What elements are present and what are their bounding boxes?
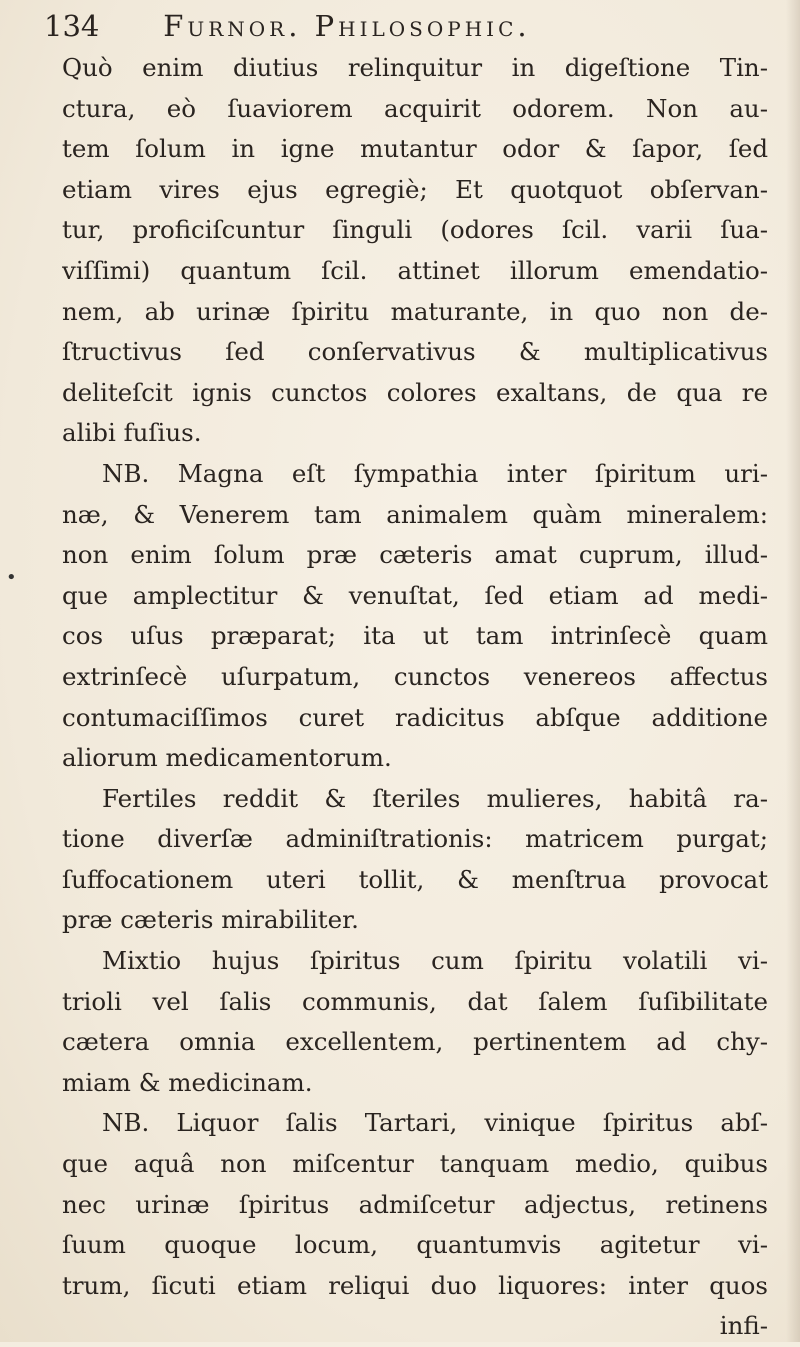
text-line: Quò enim diutius relinquitur in digeſtione Tin- xyxy=(62,53,768,82)
text-line: extrinſecè uſurpatum, cunctos venereos affectus xyxy=(62,661,768,691)
page-edge-shadow xyxy=(786,0,800,1342)
text-line: aliorum medicamentorum. xyxy=(62,743,392,773)
text-line: Fertiles reddit & ſteriles mulieres, habitâ ra- xyxy=(102,783,768,813)
text-line: præ cæteris mirabiliter. xyxy=(62,905,359,935)
text-line: NB. Liquor ſalis Tartari, vinique ſpiritus abſ- xyxy=(102,1108,768,1138)
text-line: miam & medicinam. xyxy=(62,1067,313,1097)
text-line: Mixtio hujus ſpiritus cum ſpiritu volatili vi- xyxy=(102,946,768,976)
body-text xyxy=(62,48,768,1347)
text-line: nec urinæ ſpiritus admiſcetur adjectus, retinens xyxy=(62,1189,768,1219)
running-head: Furnor. Philosophic. xyxy=(163,9,531,43)
text-line: næ, & Venerem tam animalem quàm mineralem: xyxy=(62,499,768,529)
text-line: alibi fuſius. xyxy=(62,418,202,448)
page-header xyxy=(44,6,744,46)
text-line: tione diverſæ adminiſtrationis: matricem purgat; xyxy=(62,824,768,854)
text-line: ſuum quoque locum, quantumvis agitetur vi- xyxy=(62,1230,768,1260)
text-line: tem ſolum in igne mutantur odor & ſapor, ſed xyxy=(62,134,768,164)
page-number: 134 xyxy=(44,9,100,43)
text-line: NB. Magna eſt ſympathia inter ſpiritum uri- xyxy=(102,458,768,488)
catchword: infi- xyxy=(719,1311,768,1341)
text-line: delitеſcit ignis cunctos colores exaltans, de qua re xyxy=(62,377,768,407)
text-line: cætera omnia excellentem, pertinentem ad chy- xyxy=(62,1027,768,1057)
text-line: contumaciſſimos curet radicitus abſque additione xyxy=(62,702,768,732)
text-line: ctura, eò ſuaviorem acquirit odorem. Non au- xyxy=(62,93,768,123)
text-line: que amplectitur & venuſtat, ſed etiam ad medi- xyxy=(62,580,768,610)
text-line: ſtructivus ſed conſervativus & multiplicativus xyxy=(62,337,768,367)
text-line: etiam vires ejus egregiè; Et quotquot obſervan- xyxy=(62,174,768,204)
text-line: nem, ab urinæ ſpiritu maturante, in quo non de- xyxy=(62,296,768,326)
text-line: que aquâ non miſcentur tanquam medio, quibus xyxy=(62,1149,768,1179)
text-line: viſſimi) quantum ſcil. attinet illorum emendatio- xyxy=(62,255,768,285)
text-line: trum, ſicuti etiam reliqui duo liquores: inter quos xyxy=(62,1270,768,1300)
text-line: trioli vel ſalis communis, dat ſalem ſuſibilitate xyxy=(62,986,768,1016)
text-line: ſuffocationem uteri tollit, & menſtrua provocat xyxy=(62,864,768,894)
text-line: cos uſus præparat; ita ut tam intrinſecè quam xyxy=(62,621,768,651)
text-line: non enim ſolum præ cæteris amat cuprum, illud- xyxy=(62,540,768,570)
text-line: tur, proficiſcuntur ſinguli (odores ſcil. varii ſua- xyxy=(62,215,768,245)
margin-mark: • xyxy=(6,567,17,588)
